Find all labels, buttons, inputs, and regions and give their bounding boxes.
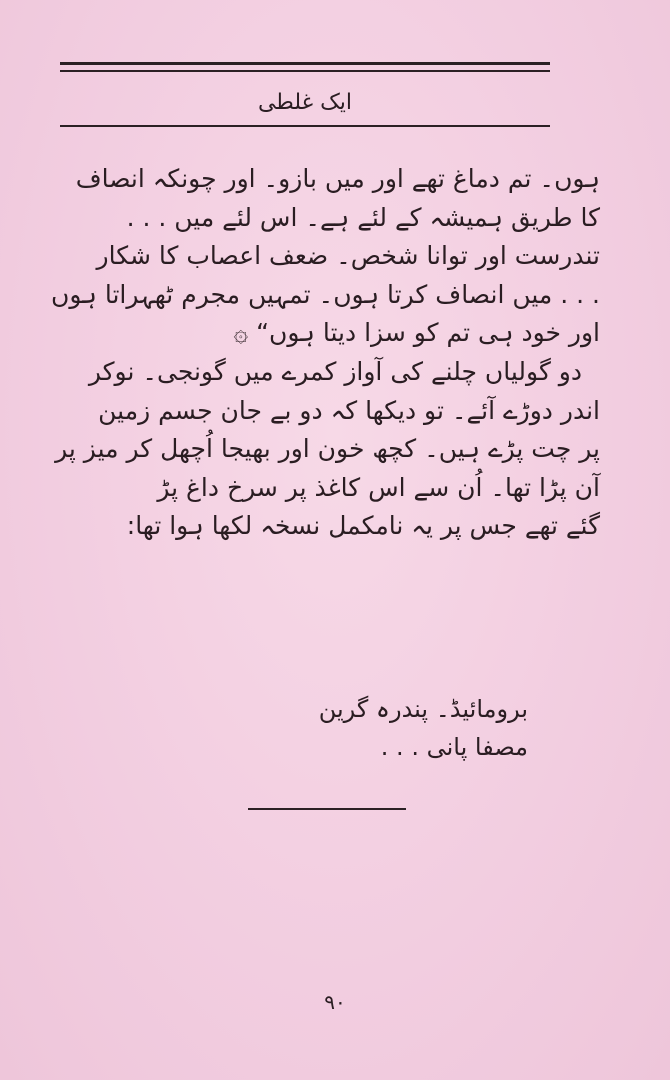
text-line: آن پڑا تھا۔ اُن سے اس کاغذ پر سرخ داغ پڑ	[157, 472, 600, 502]
text-line: کا طریق ہمیشہ کے لئے ہے۔ اس لئے میں . . .	[126, 202, 600, 232]
page-number: ۹۰	[324, 990, 346, 1014]
prescription-block	[60, 690, 600, 766]
text-line: تندرست اور توانا شخص۔ ضعف اعصاب کا شکار	[96, 241, 600, 271]
prescription-line: برومائیڈ۔ پندرہ گرین	[318, 695, 528, 723]
header-rule-thick	[60, 62, 550, 65]
text-line: . . . میں انصاف کرتا ہوں۔ تمہیں مجرم ٹھہراتا ہوں	[50, 279, 600, 309]
text-line: ہوں۔ تم دماغ تھے اور میں بازو۔ اور چونکہ انصاف	[75, 164, 600, 193]
header-rule-thin	[60, 70, 550, 72]
section-end-rule	[248, 808, 406, 810]
body-paragraphs	[50, 160, 600, 546]
header-bottom-rule	[60, 125, 550, 127]
running-header-title: ایک غلطی	[257, 90, 353, 115]
text-line: پر چت پڑے ہیں۔ کچھ خون اور بھیجا اُچھل کر میز پر	[55, 434, 600, 464]
text-line: گئے تھے جس پر یہ نامکمل نسخہ لکھا ہوا تھا:	[126, 511, 600, 541]
text-line: اندر دوڑے آئے۔ تو دیکھا کہ دو بے جان جسم زمین	[98, 395, 600, 425]
text-line: دو گولیاں چلنے کی آواز کمرے میں گونجی۔ نوکر	[88, 356, 582, 386]
prescription-line: مصفا پانی . . .	[380, 733, 528, 761]
text-line: اور خود ہی تم کو سزا دیتا ہوں“ ۞	[233, 318, 600, 348]
